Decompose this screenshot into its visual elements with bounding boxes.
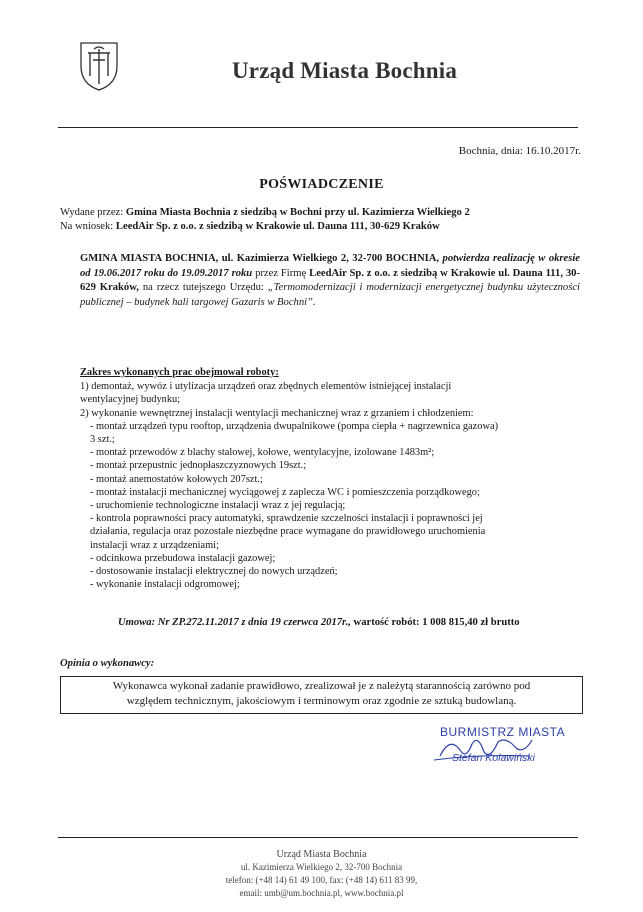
mayor-stamp-title: BURMISTRZ MIASTA xyxy=(440,725,566,739)
issued-by-value: Gmina Miasta Bochnia z siedzibą w Bochni przy ul. Kazimierza Wielkiego 2 xyxy=(125,207,470,218)
project-name: „Termomodernizacji i modernizacji energetycznej budynku użyteczności publicznej – budynek hali targowej Gazaris w Bochni”. xyxy=(80,282,580,308)
footer-email: email: umb@um.bochnia.pl, www.bochnia.pl xyxy=(239,888,404,898)
contract-line xyxy=(118,617,520,628)
scope-line: instalacji wraz z urządzeniami; xyxy=(90,539,219,551)
scope-line: - montaż instalacji mechanicznej wyciągowej z zaplecza WC i pomieszczenia porządkowego; xyxy=(90,486,480,498)
header-title: Urząd Miasta Bochnia xyxy=(232,58,458,83)
scope-line: działania, regulacja oraz pozostałe niezbędne prace wymagane do prawidłowego uruchomienia xyxy=(90,526,486,538)
scope-line: - kontrola poprawności pracy automatyki, sprawdzenie szczelności instalacji i poprawności jej xyxy=(90,513,483,525)
scope-line: 3 szt.; xyxy=(90,434,115,446)
opinion-line-2: względem technicznym, jakościowym i terminowym oraz zgodnie ze sztuką budowlaną. xyxy=(126,695,517,707)
city-crest-logo xyxy=(78,40,120,92)
document-date: Bochnia, dnia: 16.10.2017r. xyxy=(458,145,581,157)
confirmation-paragraph xyxy=(80,252,580,310)
scope-line: 1) demontaż, wywóz i utylizacja urządzeń oraz zbędnych elementów istniejącej instalacji xyxy=(80,381,452,393)
scope-line: - odcinkowa przebudowa instalacji gazowej; xyxy=(90,552,276,564)
confirms-text: potwierdza realizację w okresie od 19.06.2017 roku do 19.09.2017 roku xyxy=(80,253,581,279)
footer-address: ul. Kazimierza Wielkiego 2, 32-700 Bochnia xyxy=(240,862,403,872)
for-text: na rzecz tutejszego Urzędu: xyxy=(142,282,264,293)
opinion-box xyxy=(60,676,583,714)
contract-value: 1 008 815,40 zł brutto xyxy=(422,617,520,628)
scope-line: - montaż anemostatów kołowych 207szt.; xyxy=(90,473,263,485)
mayor-name: Stefan Kolawiński xyxy=(452,752,535,764)
scope-line: - dostosowanie instalacji elektrycznej do nowych urządzeń; xyxy=(90,566,338,578)
scope-line: wentylacyjnej budynku; xyxy=(80,394,181,406)
contract-text: Umowa: Nr ZP.272.11.2017 z dnia 19 czerwca 2017r., xyxy=(118,617,351,628)
entity-name: GMINA MIASTA BOCHNIA, xyxy=(80,253,219,264)
scope-line: 2) wykonanie wewnętrznej instalacji wentylacji mechanicznej wraz z grzaniem i chłodzeniem: xyxy=(80,407,474,419)
scope-line: - montaż urządzeń typu rooftop, urządzenia dwupalnikowe (pompa ciepła + nagrzewnica gazowa) xyxy=(90,420,499,432)
issued-by-label: Wydane przez: xyxy=(60,207,124,218)
footer xyxy=(0,848,643,900)
scope-line: - uruchomienie technologiczne instalacji wraz z jej regulacją; xyxy=(90,500,346,512)
company-text: LeedAir Sp. z o.o. z siedzibą w Krakowie ul. Dauna 111, 30-629 Kraków, xyxy=(80,267,580,293)
footer-phone: telefon: (+48 14) 61 49 100, fax: (+48 14) 611 83 99, xyxy=(225,875,418,885)
document-title: POŚWIADCZENIE xyxy=(259,177,384,192)
header-divider xyxy=(58,127,578,128)
scope-section xyxy=(80,366,498,591)
entity-address: ul. Kazimierza Wielkiego 2, 32-700 BOCHNIA, xyxy=(221,253,440,264)
issued-by-line xyxy=(60,207,470,218)
scope-line: - montaż przewodów z blachy stalowej, kołowe, wentylacyjne, izolowane 1483m²; xyxy=(90,447,435,459)
scope-heading: Zakres wykonanych prac obejmował roboty: xyxy=(80,367,279,378)
scope-line: - wykonanie instalacji odgromowej; xyxy=(90,579,240,591)
opinion-label: Opinia o wykonawcy: xyxy=(60,658,155,669)
request-line xyxy=(60,221,440,232)
request-value: LeedAir Sp. z o.o. z siedzibą w Krakowie ul. Dauna 111, 30-629 Kraków xyxy=(115,221,440,232)
opinion-line-1: Wykonawca wykonał zadanie prawidłowo, zrealizował je z należytą starannością zarówno pod xyxy=(112,680,531,692)
footer-name: Urząd Miasta Bochnia xyxy=(276,849,367,860)
scope-line: - montaż przepustnic jednopłaszczyznowych 19szt.; xyxy=(90,460,307,472)
contract-value-label: wartość robót: xyxy=(353,617,420,628)
footer-divider xyxy=(58,837,578,838)
by-text: przez Firmę xyxy=(255,267,307,279)
request-label: Na wniosek: xyxy=(60,221,114,232)
